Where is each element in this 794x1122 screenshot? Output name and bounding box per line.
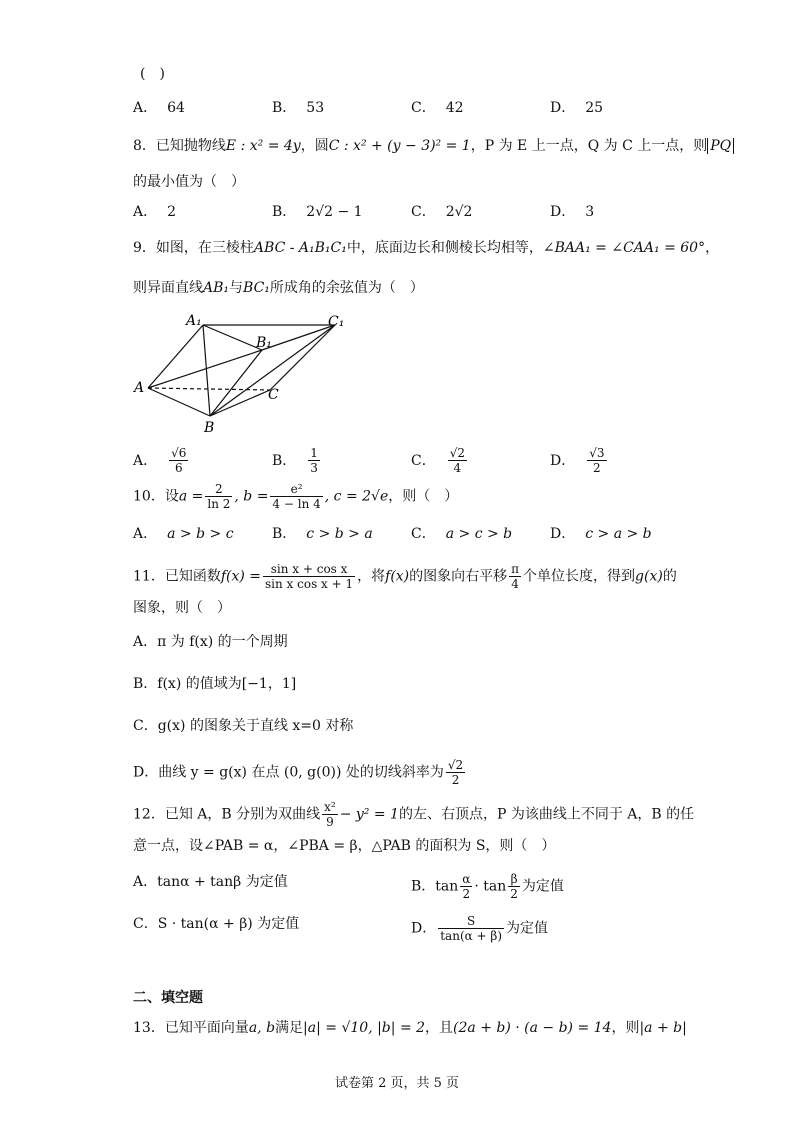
q7-option-b	[272, 98, 324, 118]
option-text: 2√2 − 1	[306, 204, 363, 220]
fraction-denominator: 6	[174, 461, 183, 475]
q13-text: ，且	[425, 1020, 454, 1036]
q12-stem	[133, 800, 694, 829]
q11-fx: f(x)	[385, 568, 410, 585]
q11-text: ，将	[357, 568, 386, 585]
q9-line-ab1: AB₁	[203, 280, 230, 296]
q10-option-d	[550, 524, 652, 544]
edge-a-b	[148, 388, 210, 416]
option-text: 为定值	[521, 878, 564, 895]
fraction-numerator: β	[508, 872, 520, 887]
q11-text: 的	[662, 568, 677, 585]
label-b: B	[204, 420, 215, 436]
label-a: A	[134, 380, 145, 396]
section-title-fill-in: 二、填空题	[133, 990, 203, 1006]
q11-option-c: C．g(x) 的图象关于直线 x=0 对称	[133, 718, 354, 734]
option-text: 2	[167, 204, 177, 220]
option-text: 42	[445, 100, 464, 116]
option-label: B．	[272, 526, 297, 542]
option-text: · tan	[474, 878, 507, 895]
fraction-numerator: √6	[171, 446, 187, 460]
q8-option-d	[550, 202, 594, 222]
q12-option-b	[411, 872, 564, 901]
q9-angles: ∠BAA₁ = ∠CAA₁ = 60°	[542, 240, 706, 256]
q10-text: 10．设	[133, 488, 179, 505]
page-footer: 试卷第 2 页，共 5 页	[334, 1076, 460, 1091]
option-label: C．	[411, 526, 436, 542]
q10-b-fraction	[270, 482, 322, 511]
option-label: D．	[550, 452, 576, 469]
option-text: B．tan	[411, 878, 459, 895]
fraction-numerator: sin x + cos x	[263, 562, 355, 577]
fraction-numerator: e²	[270, 482, 322, 497]
fraction-denominator: 4	[453, 461, 462, 475]
q12-text: 的左、右顶点，P 为该曲线上不同于 A，B 的任	[398, 806, 695, 823]
fraction-numerator: π	[511, 562, 520, 576]
q10-a-fraction	[205, 482, 232, 511]
option-text: c > a > b	[585, 526, 652, 542]
option-label: C．	[411, 100, 436, 116]
fraction-denominator: 2	[462, 887, 471, 901]
option-label: A．	[133, 526, 158, 542]
option-text: 为定值	[506, 920, 549, 937]
q8-option-a	[133, 202, 176, 222]
option-label: C．	[411, 452, 436, 469]
option-label: B．	[272, 452, 297, 469]
label-c: C	[268, 387, 279, 403]
fraction-denominator: 3	[310, 461, 318, 475]
q8-text: 8．已知抛物线	[133, 138, 226, 154]
q9-option-d	[550, 446, 609, 475]
q10-b-lhs: , b =	[234, 488, 269, 505]
option-label: B．	[272, 204, 297, 220]
q10-option-b	[272, 524, 373, 544]
q11-option-b: B．f(x) 的值域为[−1，1]	[133, 676, 297, 692]
fraction-denominator: ln 2	[207, 497, 231, 511]
q8-pq: PQ	[707, 138, 734, 154]
option-label: A．	[133, 100, 158, 116]
option-fraction	[448, 446, 467, 475]
fraction-denominator: 4 − ln 4	[272, 497, 321, 511]
q9-option-b	[272, 446, 322, 475]
q13-vectors: a, b	[248, 1020, 276, 1036]
fraction-numerator: 2	[205, 482, 232, 497]
option-label: A．	[133, 204, 158, 220]
q10-text: ，则（ ）	[388, 488, 459, 505]
q11-shift-fraction	[509, 562, 521, 591]
q9-option-a	[133, 446, 190, 475]
q7-option-c	[411, 98, 464, 118]
q13-stem	[133, 1018, 687, 1038]
q12-hyperbola-rest: − y² = 1	[339, 806, 399, 823]
q11-text: 个单位长度，得到	[523, 568, 636, 585]
option-text: 25	[585, 100, 604, 116]
s-over-tan-fraction	[438, 914, 504, 943]
fraction-numerator: 1	[310, 446, 318, 460]
q8-stem-line2: 的最小值为（ ）	[133, 174, 245, 190]
edge-a1-b1	[203, 325, 262, 350]
fraction-denominator: sin x cos x + 1	[265, 577, 354, 591]
option-text: c > b > a	[306, 526, 373, 542]
q9-text: 则异面直线	[133, 280, 203, 296]
option-text: D．曲线 y = g(x) 在点 (0, g(0)) 处的切线斜率为	[133, 764, 444, 781]
q10-stem	[133, 482, 458, 511]
fraction-numerator: α	[462, 872, 471, 886]
option-fraction	[587, 446, 606, 475]
option-text: 3	[585, 204, 595, 220]
q11-f-fraction	[263, 562, 355, 591]
option-label: D．	[550, 100, 576, 116]
option-text: D．	[411, 920, 437, 937]
q11-text: 11．已知函数	[133, 568, 221, 585]
q7-option-d	[550, 98, 603, 118]
q9-prism-figure	[128, 306, 358, 436]
q9-stem	[133, 238, 719, 258]
q13-condition-dot: (2a + b) · (a − b) = 14	[453, 1020, 612, 1036]
q10-c-eq: , c = 2√e	[324, 488, 389, 505]
edge-a-c-hidden	[148, 388, 270, 390]
q9-text: 与	[229, 280, 244, 296]
option-label: D．	[550, 526, 576, 542]
q11-gx: g(x)	[635, 568, 663, 585]
option-fraction	[308, 446, 320, 475]
q11-stem-line2: 图象，则（ ）	[133, 600, 231, 616]
q7-blank: ( )	[140, 66, 165, 82]
q12-option-c: C．S · tan(α + β) 为定值	[133, 916, 300, 932]
q9-text: 中，底面边长和侧棱长均相等，	[346, 240, 543, 256]
q11-stem	[133, 562, 677, 591]
option-text: 2√2	[445, 204, 473, 220]
fraction-numerator: √2	[447, 758, 464, 772]
q8-option-c	[411, 202, 472, 222]
fraction-denominator: 4	[511, 577, 519, 591]
q7-option-a	[133, 98, 185, 118]
q13-ask: |a + b|	[639, 1020, 687, 1036]
beta-half-fraction	[508, 872, 520, 901]
q8-text: ，圆	[300, 138, 329, 154]
option-label: C．	[411, 204, 436, 220]
fraction-numerator: x²	[324, 800, 336, 814]
q9-line-bc1: BC₁	[243, 280, 270, 296]
fraction-denominator: 9	[326, 815, 334, 829]
option-label: A．	[133, 452, 158, 469]
alpha-half-fraction	[460, 872, 472, 901]
option-text: 53	[306, 100, 325, 116]
fraction-numerator: S	[438, 914, 504, 929]
q8-parabola: E : x² = 4y	[225, 138, 301, 154]
q11-slope-fraction	[446, 758, 465, 787]
q10-option-a	[133, 524, 234, 544]
q8-stem	[133, 136, 734, 156]
fraction-numerator: √3	[589, 446, 605, 460]
q13-text: 满足	[275, 1020, 304, 1036]
option-text: 64	[167, 100, 185, 116]
edge-c-c1	[270, 325, 335, 390]
option-text: a > c > b	[445, 526, 513, 542]
edge-a1-b	[203, 325, 210, 416]
q13-condition-norms: |a| = √10, |b| = 2	[303, 1020, 426, 1036]
fraction-denominator: 2	[593, 461, 601, 475]
q9-stem-line2	[133, 278, 424, 298]
edge-b1-c1	[262, 325, 335, 350]
option-label: B．	[272, 100, 297, 116]
q13-text: ，则	[611, 1020, 640, 1036]
fraction-denominator: 2	[451, 773, 460, 787]
q12-hyperbola-fraction	[322, 800, 338, 829]
q10-option-c	[411, 524, 512, 544]
q10-a-lhs: a =	[178, 488, 204, 505]
option-fraction	[169, 446, 188, 475]
option-label: D．	[550, 204, 576, 220]
q8-circle: C : x² + (y − 3)² = 1	[328, 138, 471, 154]
q11-option-a: A．π 为 f(x) 的一个周期	[133, 634, 288, 650]
q9-text: 9．如图，在三棱柱	[133, 240, 254, 256]
q9-text: ，	[705, 240, 720, 256]
q9-text: 所成角的余弦值为（ ）	[269, 280, 424, 296]
q11-text: 的图象向右平移	[409, 568, 508, 585]
q13-text: 13．已知平面向量	[133, 1020, 249, 1036]
q12-text: 12．已知 A，B 分别为双曲线	[133, 806, 321, 823]
q8-option-b	[272, 202, 363, 222]
q9-option-c	[411, 446, 469, 475]
q9-prism: ABC - A₁B₁C₁	[253, 240, 347, 256]
fraction-denominator: tan(α + β)	[440, 929, 503, 943]
edge-b-b1	[210, 350, 262, 416]
q12-stem-line2: 意一点，设∠PAB = α，∠PBA = β，△PAB 的面积为 S，则（ ）	[133, 838, 556, 854]
q8-text: ，P 为 E 上一点，Q 为 C 上一点，则	[470, 138, 708, 154]
q11-option-d	[133, 758, 467, 787]
q12-option-a: A．tanα + tanβ 为定值	[133, 874, 288, 890]
label-b1: B₁	[256, 335, 272, 351]
q11-f-lhs: f(x) =	[220, 568, 262, 585]
q12-option-d	[411, 914, 548, 943]
fraction-numerator: √2	[449, 446, 465, 460]
label-a1: A₁	[186, 313, 202, 329]
label-c1: C₁	[328, 314, 345, 330]
fraction-denominator: 2	[510, 887, 518, 901]
option-text: a > b > c	[167, 526, 234, 542]
